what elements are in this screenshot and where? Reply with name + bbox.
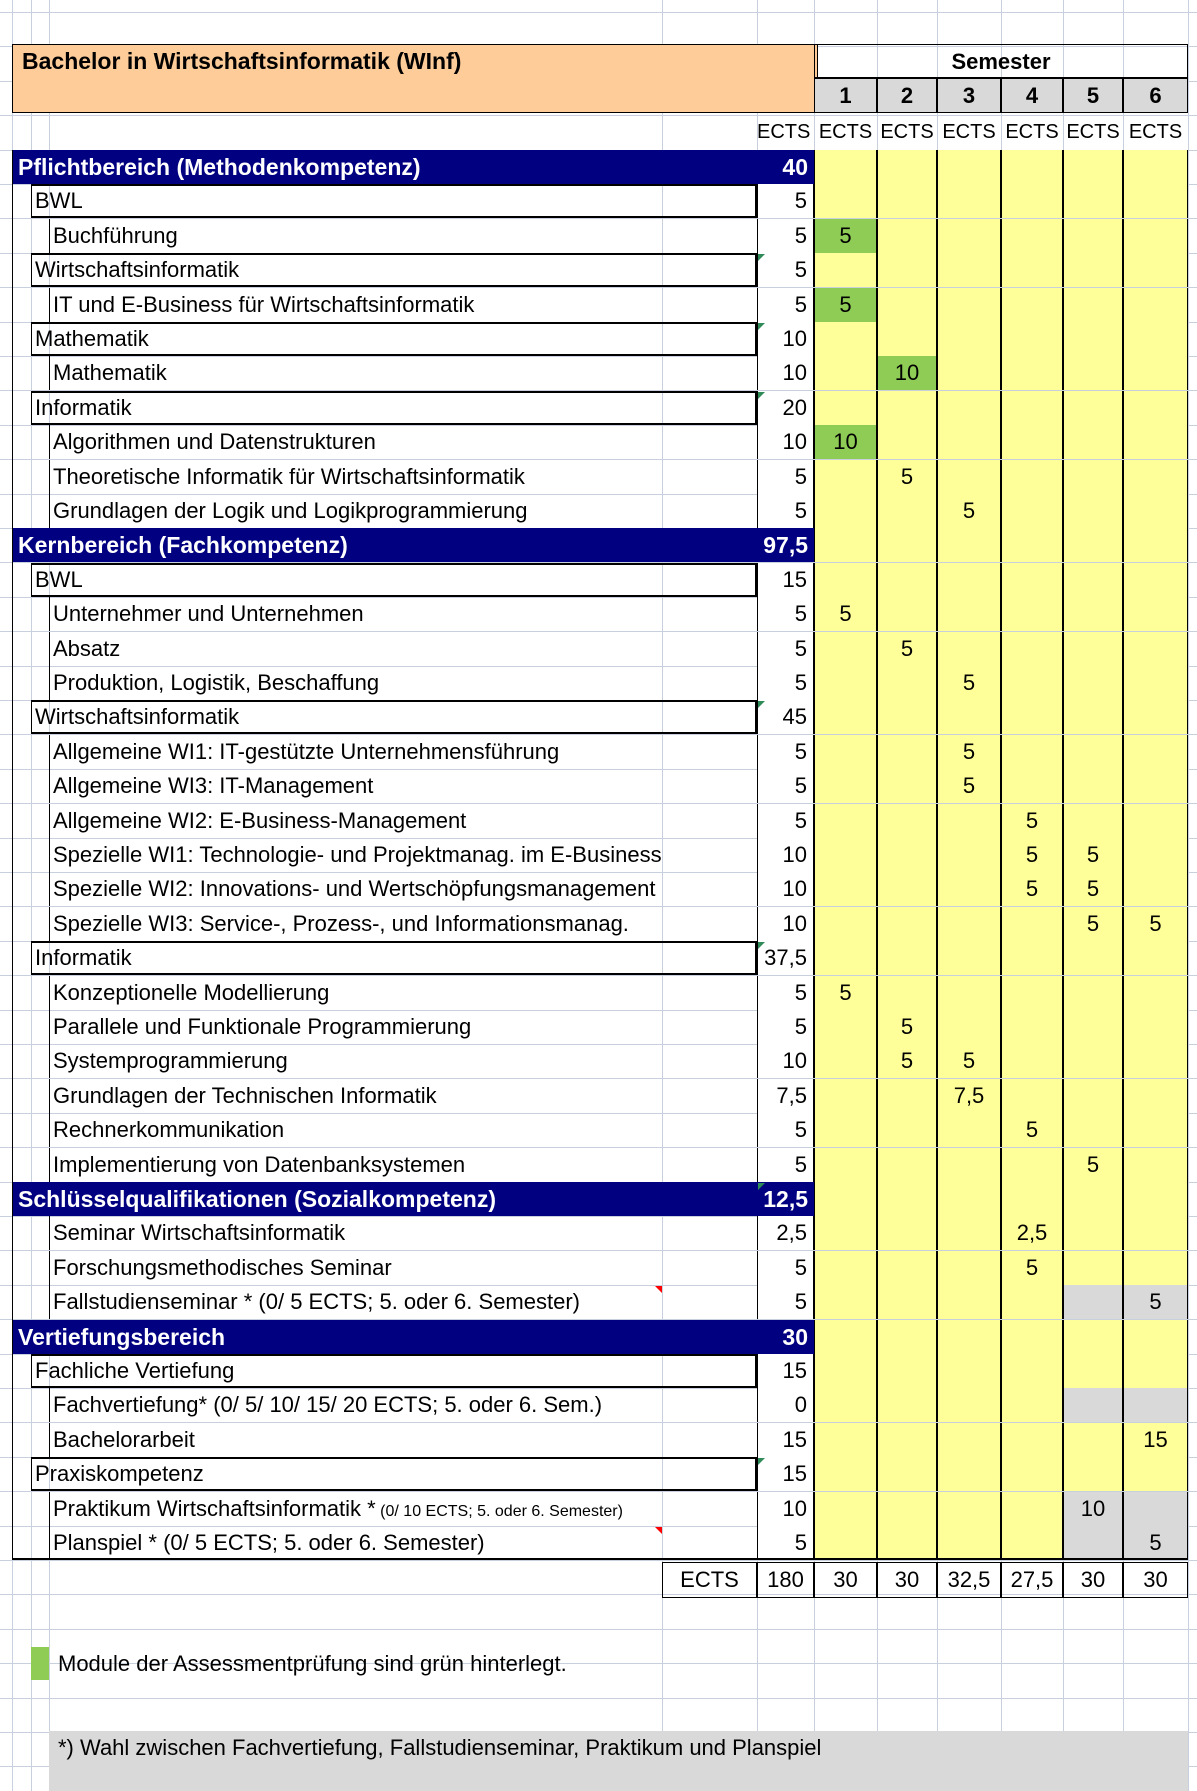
section-title: Vertiefungsbereich <box>18 1324 226 1350</box>
module-label: Fachvertiefung* (0/ 5/ 10/ 15/ 20 ECTS; 5. oder 6. Sem.) <box>53 1392 603 1417</box>
module-ects: 37,5 <box>757 941 814 975</box>
grid-line-horizontal <box>0 12 1197 13</box>
page-title: Bachelor in Wirtschaftsinformatik (WInf) <box>22 48 462 74</box>
semester-ects-value: 5 <box>962 498 976 523</box>
module-ects: 15 <box>757 1457 814 1491</box>
module-ects: 2,5 <box>757 1216 814 1250</box>
semester-header: Semester <box>814 44 1188 78</box>
group-label: BWL <box>35 567 83 592</box>
module-label: Grundlagen der Technischen Informatik <box>53 1083 437 1108</box>
group-label: Informatik <box>35 395 132 420</box>
semester-ects-label: ECTS <box>942 121 996 143</box>
grid-line-horizontal <box>0 1698 1197 1699</box>
module-label: Mathematik <box>53 360 167 385</box>
section-title: Kernbereich (Fachkompetenz) <box>18 532 348 558</box>
semester-ects-value: 5 <box>1149 911 1162 936</box>
module-ects: 5 <box>757 666 814 700</box>
module-label: Konzeptionelle Modellierung <box>53 980 330 1005</box>
module-ects: 5 <box>757 1113 814 1147</box>
legend-text: Module der Assessmentprüfung sind grün hinterlegt. <box>58 1651 567 1676</box>
module-ects: 5 <box>757 1148 814 1182</box>
semester-ects-value: 10 <box>894 360 920 385</box>
module-ects: 20 <box>757 391 814 425</box>
semester-number: 4 <box>1001 78 1063 113</box>
module-ects: 45 <box>757 700 814 734</box>
semester-ects-value: 5 <box>962 773 976 798</box>
total-label: ECTS <box>662 1562 757 1598</box>
module-label: Allgemeine WI2: E-Business-Management <box>53 808 467 833</box>
semester-ects-value: 5 <box>839 601 852 626</box>
section-title: Schlüsselqualifikationen (Sozialkompetenz) <box>18 1186 496 1212</box>
group-label: Praxiskompetenz <box>35 1461 204 1486</box>
module-ects: 0 <box>757 1388 814 1422</box>
semester-ects-value: 10 <box>833 429 858 454</box>
semester-ects-value: 5 <box>1086 1152 1100 1177</box>
semester-ects-value: 5 <box>962 670 976 695</box>
module-ects: 10 <box>757 907 814 941</box>
section-title: Pflichtbereich (Methodenkompetenz) <box>18 154 421 180</box>
module-ects: 10 <box>757 425 814 459</box>
semester-total: 30 <box>814 1562 877 1598</box>
semester-ects-label: ECTS <box>1128 121 1183 143</box>
module-ects: 10 <box>757 872 814 906</box>
module-ects: 5 <box>757 288 814 322</box>
semester-ects-value: 5 <box>1086 842 1100 867</box>
module-ects: 5 <box>757 735 814 769</box>
semester-total: 30 <box>877 1562 937 1598</box>
module-ects: 5 <box>757 1285 814 1319</box>
module-label: Planspiel * (0/ 5 ECTS; 5. oder 6. Semester) <box>53 1530 485 1555</box>
group-label: Mathematik <box>35 326 149 351</box>
module-ects: 5 <box>757 253 814 287</box>
module-label: Bachelorarbeit <box>53 1427 195 1452</box>
semester-ects-value: 5 <box>1025 1117 1039 1142</box>
module-ects: 5 <box>757 184 814 218</box>
semester-ects-value: 5 <box>962 1048 976 1073</box>
module-label: Parallele und Funktionale Programmierung <box>53 1014 472 1039</box>
total-ects: 180 <box>757 1562 814 1598</box>
semester-number: 1 <box>814 78 877 113</box>
module-label: Implementierung von Datenbanksystemen <box>53 1152 466 1177</box>
section-ects: 40 <box>782 154 808 180</box>
module-label: Spezielle WI3: Service-, Prozess-, und Informationsmanag. <box>53 911 629 936</box>
group-label: Wirtschaftsinformatik <box>35 257 240 282</box>
module-ects: 10 <box>757 356 814 390</box>
semester-number: 3 <box>937 78 1001 113</box>
semester-ects-label: ECTS <box>1066 121 1120 143</box>
module-ects: 5 <box>757 1526 814 1560</box>
module-ects: 10 <box>757 838 814 872</box>
module-ects: 5 <box>757 632 814 666</box>
module-label: Buchführung <box>53 223 178 248</box>
module-label: Rechnerkommunikation <box>53 1117 285 1142</box>
footnote-text: *) Wahl zwischen Fachvertiefung, Fallstudienseminar, Praktikum und Planspiel <box>58 1735 822 1760</box>
group-label: Wirtschaftsinformatik <box>35 704 240 729</box>
semester-ects-value: 7,5 <box>953 1083 985 1108</box>
semester-ects-value: 5 <box>900 1014 914 1039</box>
module-ects: 15 <box>757 1423 814 1457</box>
module-ects: 5 <box>757 1251 814 1285</box>
semester-total: 30 <box>1123 1562 1188 1598</box>
module-label: Algorithmen und Datenstrukturen <box>53 429 376 454</box>
group-label: BWL <box>35 188 83 213</box>
section-ects: 97,5 <box>763 532 808 558</box>
grid-line-vertical <box>1188 0 1189 1791</box>
semester-ects-value: 5 <box>1086 911 1100 936</box>
semester-number: 5 <box>1063 78 1123 113</box>
module-label: Produktion, Logistik, Beschaffung <box>53 670 380 695</box>
module-label: Theoretische Informatik für Wirtschaftsinformatik <box>53 464 525 489</box>
module-label: Absatz <box>53 636 121 661</box>
module-ects: 5 <box>757 804 814 838</box>
module-ects: 5 <box>757 219 814 253</box>
module-label: Spezielle WI2: Innovations- und Wertschöpfungsmanagement <box>53 876 656 901</box>
ects-column-label: ECTS <box>757 121 811 143</box>
assessment-color-swatch <box>31 1647 49 1680</box>
module-ects: 5 <box>757 597 814 631</box>
semester-number: 2 <box>877 78 937 113</box>
semester-ects-value: 5 <box>839 980 852 1005</box>
module-label: Forschungsmethodisches Seminar <box>53 1255 392 1280</box>
semester-number: 6 <box>1123 78 1188 113</box>
semester-ects-value: 5 <box>839 223 852 248</box>
group-label: Informatik <box>35 945 132 970</box>
semester-total: 30 <box>1063 1562 1123 1598</box>
module-ects: 5 <box>757 1010 814 1044</box>
module-label: Unternehmer und Unternehmen <box>53 601 364 626</box>
semester-ects-value: 10 <box>1080 1496 1106 1521</box>
module-label: Fallstudienseminar * (0/ 5 ECTS; 5. oder 6. Semester) <box>53 1289 580 1314</box>
semester-ects-value: 5 <box>1149 1289 1162 1314</box>
grid-line-horizontal <box>0 1629 1197 1630</box>
semester-ects-label: ECTS <box>880 121 934 143</box>
module-label: IT und E-Business für Wirtschaftsinformatik <box>53 292 475 317</box>
module-ects: 5 <box>757 976 814 1010</box>
semester-ects-value: 5 <box>1025 876 1039 901</box>
module-label: Allgemeine WI3: IT-Management <box>53 773 374 798</box>
section-ects: 30 <box>782 1324 808 1350</box>
module-label: Spezielle WI1: Technologie- und Projektmanag. im E-Business <box>53 842 662 867</box>
module-ects: 5 <box>757 460 814 494</box>
semester-ects-label: ECTS <box>818 121 873 143</box>
module-ects: 7,5 <box>757 1079 814 1113</box>
semester-ects-value: 5 <box>1149 1530 1162 1555</box>
module-ects: 10 <box>757 1044 814 1078</box>
section-ects: 12,5 <box>763 1186 808 1212</box>
module-ects: 15 <box>757 563 814 597</box>
semester-ects-value: 2,5 <box>1016 1220 1048 1245</box>
semester-ects-value: 5 <box>1025 842 1039 867</box>
module-label: Praktikum Wirtschaftsinformatik * (0/ 10 ECTS; 5. oder 6. Semester) <box>53 1496 623 1521</box>
group-label: Fachliche Vertiefung <box>35 1358 235 1383</box>
semester-total: 27,5 <box>1001 1562 1063 1598</box>
semester-ects-value: 5 <box>900 1048 914 1073</box>
table-frame <box>12 150 1188 1560</box>
semester-total: 32,5 <box>937 1562 1001 1598</box>
module-label-note: (0/ 10 ECTS; 5. oder 6. Semester) <box>375 1503 623 1520</box>
module-label: Systemprogrammierung <box>53 1048 288 1073</box>
module-ects: 5 <box>757 769 814 803</box>
semester-ects-value: 5 <box>839 292 852 317</box>
module-label: Allgemeine WI1: IT-gestützte Unternehmensführung <box>53 739 560 764</box>
semester-ects-value: 15 <box>1143 1427 1168 1452</box>
semester-ects-value: 5 <box>900 464 914 489</box>
semester-ects-value: 5 <box>1025 808 1039 833</box>
grid-line-horizontal <box>0 1560 1197 1561</box>
module-label: Grundlagen der Logik und Logikprogrammierung <box>53 498 528 523</box>
module-ects: 10 <box>757 322 814 356</box>
module-label: Seminar Wirtschaftsinformatik <box>53 1220 346 1245</box>
semester-ects-label: ECTS <box>1005 121 1059 143</box>
module-ects: 10 <box>757 1492 814 1526</box>
module-ects: 15 <box>757 1354 814 1388</box>
semester-ects-value: 5 <box>1086 876 1100 901</box>
semester-ects-value: 5 <box>1025 1255 1039 1280</box>
semester-ects-value: 5 <box>900 636 914 661</box>
module-ects: 5 <box>757 494 814 528</box>
semester-ects-value: 5 <box>962 739 976 764</box>
